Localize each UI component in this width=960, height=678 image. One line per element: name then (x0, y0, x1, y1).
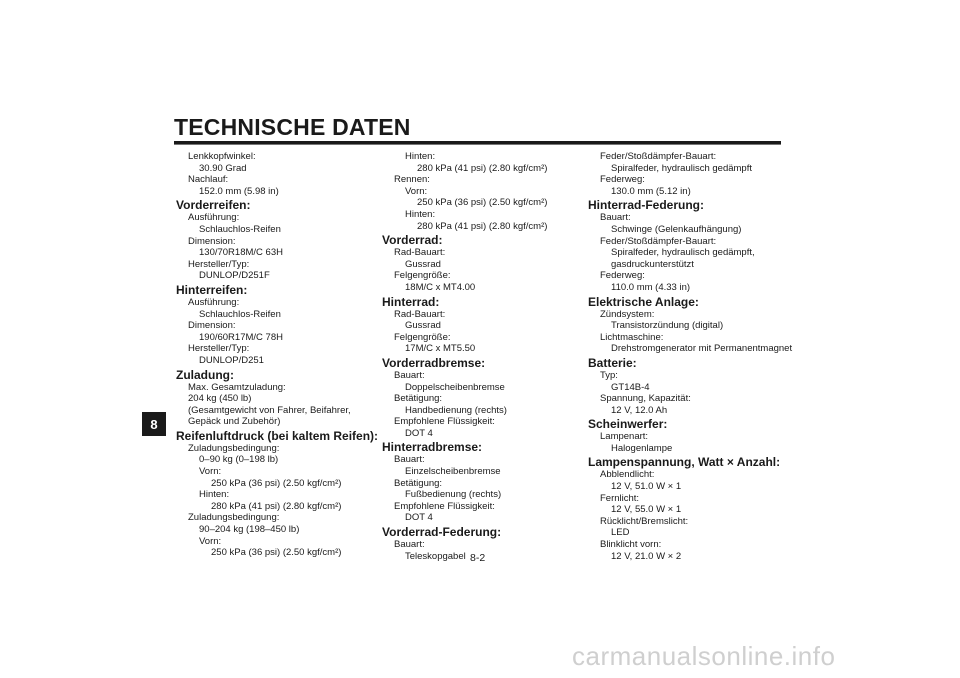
spec-value: DOT 4 (405, 512, 433, 524)
spec-value: Drehstromgenerator mit Permanentmagnet (611, 343, 793, 355)
spec-value: 12 V, 21.0 W × 2 (611, 550, 682, 562)
spec-column-3 (588, 151, 798, 562)
spec-label: Fernlicht: (600, 492, 640, 504)
spec-label: Rad-Bauart: (394, 308, 446, 320)
spec-value: 30.90 Grad (199, 162, 247, 174)
spec-label: Blinklicht vorn: (600, 539, 662, 551)
section-heading: Hinterrad: (382, 294, 440, 309)
section-heading: Batterie: (588, 355, 637, 370)
spec-label: Betätigung: (394, 477, 443, 489)
spec-value: Einzelscheibenbremse (405, 466, 501, 478)
spec-label: Max. Gesamtzuladung: (188, 381, 286, 393)
spec-value: Gussrad (405, 320, 441, 332)
spec-value: 130/70R18M/C 63H (199, 247, 283, 259)
section-heading: Elektrische Anlage: (588, 294, 699, 309)
spec-value: 110.0 mm (4.33 in) (611, 281, 691, 293)
spec-value: 12 V, 51.0 W × 1 (611, 481, 682, 493)
spec-value: Spiralfeder, hydraulisch gedämpft (611, 162, 752, 174)
section-heading: Hinterrad-Federung: (588, 198, 705, 213)
spec-label: Lampenart: (600, 431, 649, 443)
spec-value: 280 kPa (41 psi) (2.80 kgf/cm²) (417, 220, 548, 232)
spec-label: Zuladungsbedingung: (188, 512, 280, 524)
spec-label: Vorn: (199, 466, 222, 478)
spec-column-1 (176, 151, 386, 559)
section-heading: Scheinwerfer: (588, 417, 668, 432)
spec-label: Abblendlicht: (600, 469, 655, 481)
spec-label: Rücklicht/Bremslicht: (600, 515, 689, 527)
spec-value: gasdruckunterstützt (611, 258, 694, 270)
spec-label: Hinten: (405, 208, 436, 220)
spec-label: Feder/Stoßdämpfer-Bauart: (600, 151, 717, 162)
spec-value: 204 kg (450 lb) (188, 393, 252, 405)
spec-label: Ausführung: (188, 296, 240, 308)
section-heading: Vorderrad-Federung: (382, 525, 502, 540)
section-heading: Zuladung: (176, 367, 234, 382)
spec-label: Felgengröße: (394, 270, 451, 282)
spec-value: Halogenlampe (611, 442, 673, 454)
spec-label: Nachlauf: (188, 174, 229, 186)
watermark: carmanualsonline.info (572, 641, 836, 671)
spec-value: Gussrad (405, 258, 441, 270)
spec-value: 152.0 mm (5.98 in) (199, 185, 279, 197)
spec-value: Doppelscheibenbremse (405, 381, 505, 393)
section-heading: Reifenluftdruck (bei kaltem Reifen): (176, 428, 379, 443)
spec-value: (Gesamtgewicht von Fahrer, Beifahrer, (188, 404, 351, 416)
spec-value: Spiralfeder, hydraulisch gedämpft, (611, 247, 755, 259)
spec-value: 130.0 mm (5.12 in) (611, 185, 691, 197)
spec-value: 280 kPa (41 psi) (2.80 kgf/cm²) (211, 500, 342, 512)
spec-value: 18M/C x MT4.00 (405, 281, 476, 293)
spec-label: Bauart: (394, 454, 425, 466)
page-number: 8-2 (470, 552, 486, 564)
spec-label: Lichtmaschine: (600, 331, 664, 343)
spec-value: DUNLOP/D251F (199, 270, 270, 282)
spec-label: Dimension: (188, 235, 236, 247)
spec-label: Rad-Bauart: (394, 247, 446, 259)
spec-label: Felgengröße: (394, 331, 451, 343)
spec-value: LED (611, 527, 630, 539)
spec-value: GT14B-4 (611, 381, 650, 393)
spec-value: 280 kPa (41 psi) (2.80 kgf/cm²) (417, 162, 548, 174)
spec-value: 250 kPa (36 psi) (2.50 kgf/cm²) (417, 197, 548, 209)
spec-value: 0–90 kg (0–198 lb) (199, 454, 279, 466)
spec-label: Feder/Stoßdämpfer-Bauart: (600, 235, 717, 247)
spec-label: Typ: (600, 369, 618, 381)
spec-value: Transistorzündung (digital) (611, 320, 724, 332)
section-heading: Vorderradbremse: (382, 355, 486, 370)
chapter-tab: 8 (142, 412, 166, 436)
spec-value: Gepäck und Zubehör) (188, 416, 281, 428)
spec-label: Ausführung: (188, 212, 240, 224)
spec-label: Zuladungsbedingung: (188, 442, 280, 454)
spec-value: Handbedienung (rechts) (405, 404, 507, 416)
section-heading: Lampenspannung, Watt × Anzahl: (588, 455, 781, 470)
spec-label: Hersteller/Typ: (188, 258, 250, 270)
spec-label: Empfohlene Flüssigkeit: (394, 500, 495, 512)
spec-value: Schwinge (Gelenkaufhängung) (611, 223, 742, 235)
spec-label: Zündsystem: (600, 308, 655, 320)
spec-value: 250 kPa (36 psi) (2.50 kgf/cm²) (211, 547, 342, 559)
spec-value: DUNLOP/D251 (199, 354, 264, 366)
spec-label: Federweg: (600, 174, 645, 186)
section-heading: Vorderreifen: (176, 198, 251, 213)
spec-label: Bauart: (394, 539, 425, 551)
spec-value: Teleskopgabel (405, 550, 466, 562)
spec-label: Empfohlene Flüssigkeit: (394, 416, 495, 428)
spec-label: Betätigung: (394, 393, 443, 405)
spec-label: Bauart: (600, 212, 631, 224)
title-rule (174, 141, 781, 145)
spec-value: 17M/C x MT5.50 (405, 343, 476, 355)
spec-value: 190/60R17M/C 78H (199, 331, 283, 343)
spec-label: Federweg: (600, 270, 645, 282)
spec-label: Bauart: (394, 369, 425, 381)
spec-label: Spannung, Kapazität: (600, 393, 691, 405)
spec-value: DOT 4 (405, 427, 433, 439)
section-heading: Hinterreifen: (176, 282, 248, 297)
spec-value: 12 V, 12.0 Ah (611, 404, 668, 416)
spec-value: Fußbedienung (rechts) (405, 489, 502, 501)
spec-label: Vorn: (405, 185, 428, 197)
spec-label: Rennen: (394, 174, 430, 186)
spec-label: Dimension: (188, 320, 236, 332)
spec-label: Lenkkopfwinkel: (188, 151, 256, 162)
spec-column-2 (382, 151, 592, 562)
spec-label: Hinten: (199, 489, 230, 501)
spec-value: Schlauchlos-Reifen (199, 223, 281, 235)
spec-label: Hinten: (405, 151, 436, 162)
section-heading: Vorderrad: (382, 233, 443, 248)
spec-value: Schlauchlos-Reifen (199, 308, 281, 320)
spec-value: 250 kPa (36 psi) (2.50 kgf/cm²) (211, 477, 342, 489)
spec-label: Vorn: (199, 535, 222, 547)
spec-value: 12 V, 55.0 W × 1 (611, 504, 682, 516)
spec-value: 90–204 kg (198–450 lb) (199, 524, 300, 536)
section-heading: Hinterradbremse: (382, 440, 483, 455)
spec-label: Hersteller/Typ: (188, 343, 250, 355)
page-title: TECHNISCHE DATEN (174, 114, 411, 140)
